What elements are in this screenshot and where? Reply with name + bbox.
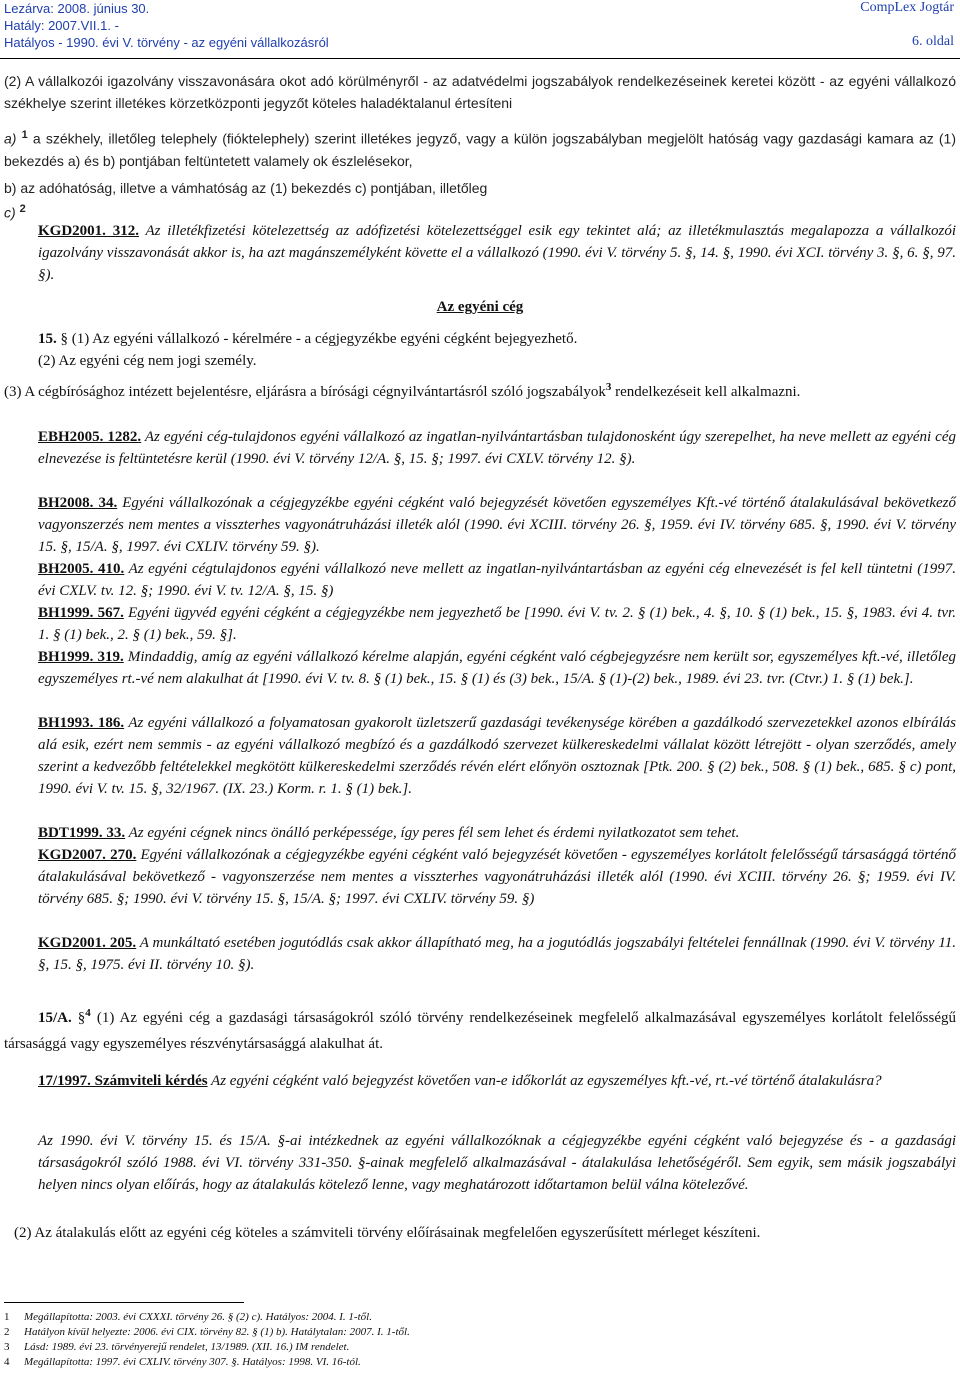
case-citation[interactable]: BH1999. 319. (38, 649, 124, 665)
section-15-3-text-b: rendelkezéseit kell alkalmazni. (611, 384, 801, 400)
header-law-title: Hatályos - 1990. évi V. törvény - az egyéni vállalkozásról (4, 35, 329, 50)
footnote-number: 1 (4, 1311, 10, 1323)
case-kgd2001-312 (38, 220, 956, 286)
footnote-3 (4, 1340, 349, 1355)
case-bh1999-319 (38, 646, 956, 690)
footnote-text: Megállapította: 2003. évi CXXXI. törvény 26. § (2) c). Hatályos: 2004. I. 1-től. (24, 1311, 372, 1323)
case-text: A munkáltató esetében jogutódlás csak akkor állapítható meg, ha a jogutódlás jogszabályi feltételei fennállnak (1990. évi V. törvény 11. §, 15. §, 1975. évi II. törvény 10. §). (38, 935, 956, 973)
case-citation[interactable]: KGD2001. 205. (38, 935, 137, 951)
case-text: Az egyéni cég-tulajdonos egyéni vállalkozó az ingatlan-nyilvántartásban tulajdonosként úgy szerepelhet, ha neve mellett az egyéni cég elnevezése is feltüntetésre kerül (1990. évi V. törvény 12/A. §, 15. §; 1997. évi CXLV. törvény 12. §). (38, 429, 956, 467)
header-page-number: 6. oldal (912, 34, 954, 49)
footnote-text: Megállapította: 1997. évi CXLIV. törvény 307. §. Hatályos: 1998. VI. 16-tól. (24, 1356, 361, 1368)
case-citation[interactable]: BH2008. 34. (38, 495, 118, 511)
section-sign: § (71, 1010, 86, 1026)
case-bh1999-567 (38, 602, 956, 646)
footnote-divider (4, 1302, 244, 1303)
case-citation[interactable]: BH1999. 567. (38, 605, 124, 621)
accounting-question (38, 1070, 956, 1092)
header-effect: Hatály: 2007.VII.1. - (4, 18, 119, 33)
section-15-text: § (1) Az egyéni vállalkozó - kérelmére - a cégjegyzékbe egyéni cégként bejegyezhető. (56, 331, 578, 347)
case-text: Az egyéni cégnek nincs önálló perképessége, így peres fél sem lehet és érdemi nyilatkozatot sem tehet. (125, 825, 740, 841)
case-text: Mindaddig, amíg az egyéni vállalkozó kérelme alapján, egyéni cégként való cégbejegyzésre nem került sor, egyszemélyes kft.-vé, illetőleg egyszemélyes rt.-vé nem alakulhat át [1990. évi V. tv. 8. § (1) bek., 15. § (1) és (3) bek., 15/A. § (1)-(2) bek., 1989. évi 23. tvr. (Ctvr.) 1. § (1) bek.]. (38, 649, 956, 687)
case-citation[interactable]: KGD2001. 312. (38, 223, 139, 239)
footnote-ref-3[interactable]: 3 (605, 381, 612, 393)
case-citation[interactable]: BH2005. 410. (38, 561, 125, 577)
footnote-text: Lásd: 1989. évi 23. törvényerejű rendelet, 13/1989. (XII. 16.) IM rendelet. (24, 1341, 350, 1353)
footnote-ref-4[interactable]: 4 (85, 1007, 91, 1019)
case-bh1993-186 (38, 712, 956, 800)
footnote-number: 2 (4, 1326, 10, 1338)
point-c-label: c) (4, 204, 16, 221)
case-text: Az egyéni cégtulajdonos egyéni vállalkozó neve mellett az ingatlan-nyilvántartásban az egyéni cég elnevezését is fel kell tüntetni (1997. évi CXLV. tv. 12. §; 1990. évi V. tv. 12/A. §, 15. §) (38, 561, 956, 599)
section-heading: Az egyéni cég (436, 299, 524, 315)
case-text: Egyéni ügyvéd egyéni cégként a cégjegyzékbe nem jegyezhető be [1990. évi V. tv. 2. § (1) bek., 4. §, 10. § (1) bek., 15. §, 1983. évi 4. tvr. 1. § (1) bek., 2. § (1) bek., 59. §]. (38, 605, 956, 643)
footnote-4 (4, 1355, 361, 1370)
header-divider (0, 58, 960, 59)
case-kgd2007-270 (38, 844, 956, 910)
point-b: b) az adóhatóság, illetve a vámhatóság az (1) bekezdés c) pontjában, illetőleg (4, 180, 488, 196)
footnote-1 (4, 1310, 372, 1325)
case-bdt1999-33 (38, 822, 956, 844)
section-15a-1 (4, 1000, 956, 1057)
footnote-number: 4 (4, 1356, 10, 1368)
footnote-ref-1[interactable]: 1 (21, 129, 28, 141)
point-a (4, 124, 956, 172)
question-text: Az egyéni cégként való bejegyzést követően van-e időkorlát az egyszemélyes kft.-vé, rt.-vé történő átalakulásra? (207, 1073, 882, 1089)
case-text: Egyéni vállalkozónak a cégjegyzékbe egyéni cégként való bejegyzését követően egyszemélyes Kft.-vé történő átalakulásával bekövetkező vagyonszerzés nem mentes a visszterhes vagyonátruházási illeték alól (1990. évi XCIII. törvény 26. §, 1959. évi IV. törvény 685. §, 1990. évi V. törvény 15. §, 15/A. §, 1997. évi CXLIV. törvény 59. §). (38, 495, 956, 555)
point-a-label: a) (4, 130, 17, 147)
case-kgd2001-205 (38, 932, 956, 976)
case-citation[interactable]: EBH2005. 1282. (38, 429, 142, 445)
page-header (0, 0, 960, 56)
footnote-text: Hatályon kívül helyezte: 2006. évi CIX. törvény 82. § (1) b). Hatálytalan: 2007. I. 1-től. (24, 1326, 410, 1338)
section-15-1 (38, 328, 956, 350)
header-brand: CompLex Jogtár (860, 0, 954, 15)
footnote-2 (4, 1325, 410, 1340)
case-bh2005-410 (38, 558, 956, 602)
accounting-answer: Az 1990. évi V. törvény 15. és 15/A. §-ai intézkednek az egyéni vállalkozóknak a cégjegyzékbe egyéni cégként való bejegyzése és - a gazdasági társaságokról szóló 1988. évi VI. törvény 331-350. §-ainak megfelelő alkalmazásával - átalakulása lehetőségéről. Sem egyik, sem másik jogszabályi helyen nincs olyan előírás, hogy az átalakulás kötelező lenne, vagy meghatározott időtartamon belül válna kötelezővé. (38, 1133, 956, 1193)
section-15-3 (4, 376, 956, 403)
case-citation[interactable]: BDT1999. 33. (38, 825, 126, 841)
case-text: Az illetékfizetési kötelezettség az adófizetési kötelezettséggel esik egy tekintet alá; az illetékmulasztás megalapozza a vállalkozói igazolvány visszavonását akkor is, ha azt magánszemélyként követte el a vállalkozó (1990. évi V. törvény 5. §, 14. §, 1990. évi XCI. törvény 3. §, 6. §, 97. §). (38, 223, 956, 283)
section-15-number: 15. (38, 331, 57, 347)
header-closing-date: Lezárva: 2008. június 30. (4, 1, 150, 16)
section-15-3-text-a: (3) A cégbírósághoz intézett bejelentésre, eljárásra a bírósági cégnyilvántartásról szóló jogszabályok (4, 384, 606, 400)
point-a-text: a székhely, illetőleg telephely (fióktelephely) szerint illetékes jegyző, vagy a külön jogszabályban megjelölt hatóság vagy gazdasági kamara az (1) bekezdés a) és b) pontjában feltüntetett valamely ok észlelésekor, (4, 130, 957, 169)
footnote-number: 3 (4, 1341, 10, 1353)
case-text: Az egyéni vállalkozó a folyamatosan gyakorolt üzletszerű gazdasági tevékenysége körében a gazdálkodó szervezetekkel azonos elbírálás alá esik, ezért nem semmis - az egyéni vállalkozó megbízó és a gazdálkodó szervezet külkereskedelmi vállalat között létrejött - olyan szerződés, amely szerint a kedvezőbb feltételekkel megkötött külkereskedelmi szerződés révén elért előnyön osztoznak [Ptk. 200. § (2) bek., 508. § (1) bek., 685. § c) pont, 1990. évi V. tv. 15. §, 32/1967. (IX. 23.) Korm. r. 1. § (1) bek.]. (38, 715, 956, 797)
section-15a-number: 15/A. (38, 1010, 72, 1026)
case-citation[interactable]: KGD2007. 270. (38, 847, 137, 863)
footnote-ref-2[interactable]: 2 (19, 203, 26, 215)
paragraph-14-2: (2) A vállalkozói igazolvány visszavonására okot adó körülményről - az adatvédelmi jogszabályok rendelkezéseinek keretei között - az egyéni vállalkozó székhelye szerint illetékes körzetközponti jegyzőt köteles haladéktalanul értesíteni (4, 73, 956, 111)
case-ebh2005-1282 (38, 426, 956, 470)
section-15a-2: (2) Az átalakulás előtt az egyéni cég köteles a számviteli törvény előírásainak megfelelően egyszerűsített mérleget készíteni. (14, 1225, 761, 1241)
case-citation[interactable]: BH1993. 186. (38, 715, 125, 731)
question-citation[interactable]: 17/1997. Számviteli kérdés (38, 1073, 208, 1089)
section-15a-text: (1) Az egyéni cég a gazdasági társaságokról szóló törvény rendelkezéseinek megfelelő alkalmazásával egyszemélyes korlátolt felelősségű társasággá vagy egyszemélyes részvénytársasággá alakulhat át. (4, 1010, 957, 1052)
section-15-2: (2) Az egyéni cég nem jogi személy. (38, 353, 257, 369)
case-bh2008-34 (38, 492, 956, 558)
case-text: Egyéni vállalkozónak a cégjegyzékbe egyéni cégként való bejegyzését követően - egyszemélyes korlátolt felelősségű társasággá történő átalakulásával bekövetkező - vagyonszerzése nem mentes a visszterhes vagyonátruházási illeték alól (1990. évi XCIII. törvény 26. §; 1959. évi IV. törvény 685. §; 1990. évi V. törvény 15. §, 15/A. §; 1997. évi CXLIV. törvény 59. §) (38, 847, 956, 907)
